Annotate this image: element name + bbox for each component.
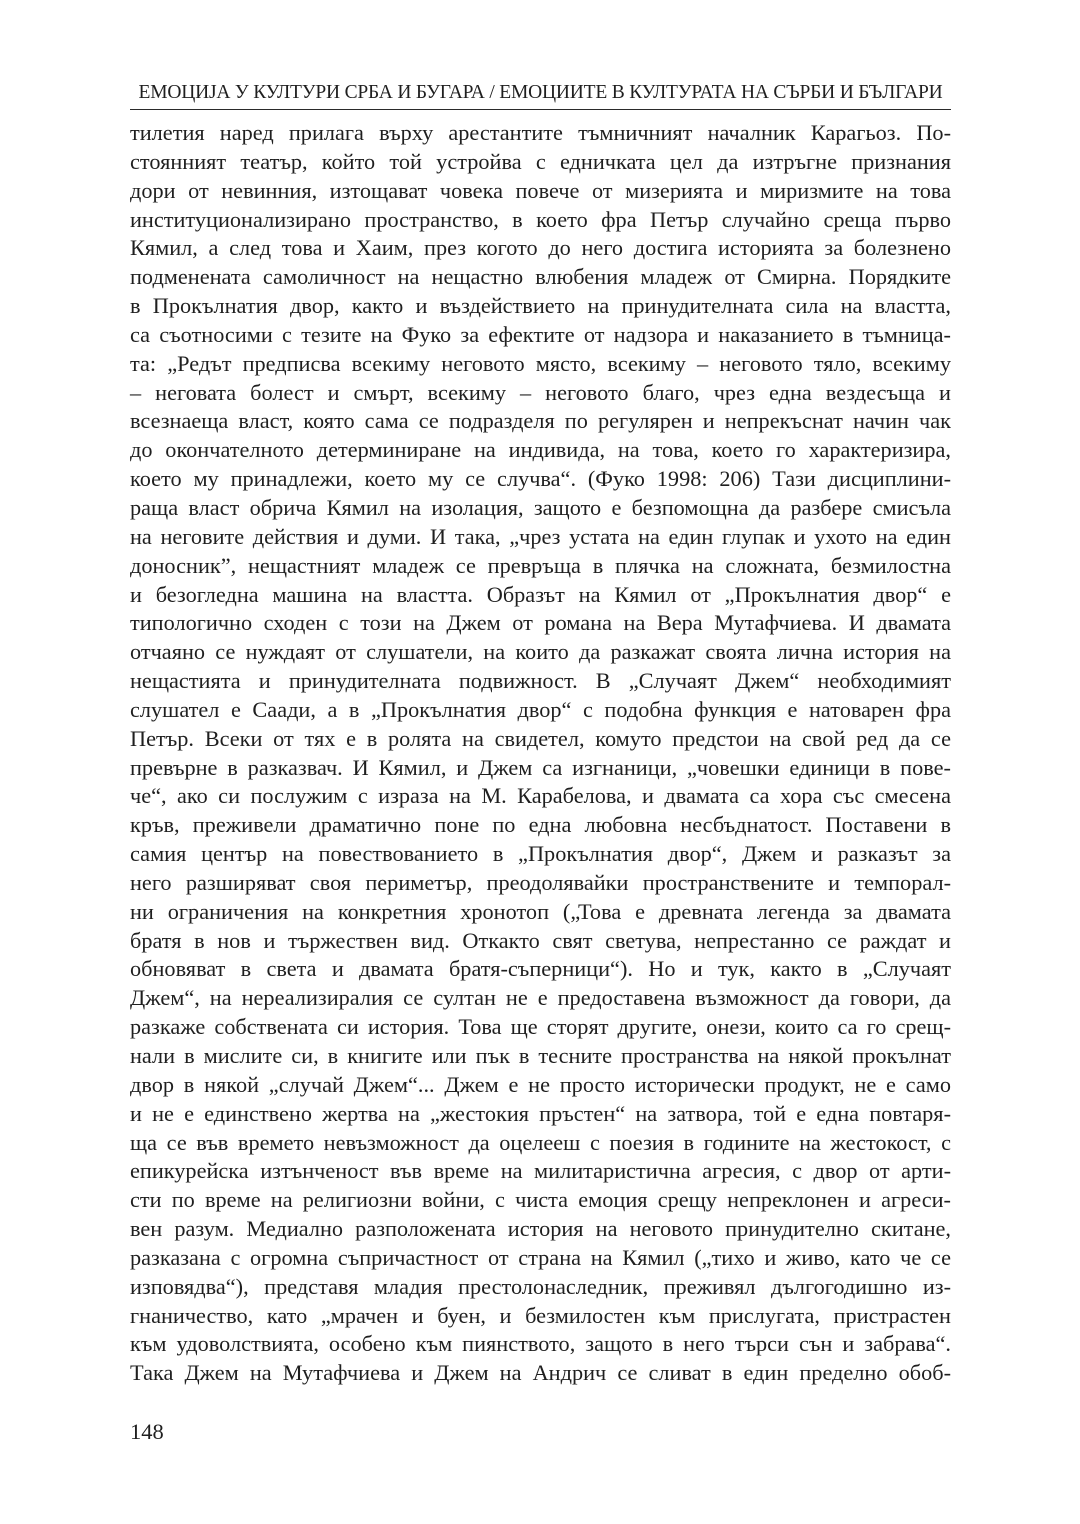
text-line: изповядва“), представя младия престолонаследник, преживял дългогодишно из-	[130, 1273, 951, 1299]
text-line: гнаничество, като „мрачен и буен, и безмилостен към прислугата, пристрастен	[130, 1302, 951, 1328]
text-line: и не е единствено жертва на „жестокия пръстен“ на затвора, той е една повтаря-	[130, 1100, 951, 1126]
text-line: в Прокълнатия двор, както и въздействието на принудителната сила на властта,	[130, 293, 951, 319]
text-line: та: „Редът предписва всекиму неговото място, всекиму – неговото тяло, всекиму	[130, 350, 951, 376]
header-rule	[130, 109, 951, 110]
page-number: 148	[130, 1419, 164, 1444]
text-line: доносник”, нещастният младеж се превръща в плячка на сложната, безмилостна	[130, 552, 951, 578]
text-line: Джем“, на нереализиралия се султан не е предоставена възможност да говори, да	[130, 985, 951, 1011]
text-line: на неговите действия и думи. И така, „чрез устата на един глупак и ухото на един	[130, 523, 951, 549]
text-line: са съотносими с тезите на Фуко за ефектите от надзора и наказанието в тъмница-	[130, 321, 951, 347]
text-line: разказана с огромна съпричастност от страна на Кямил („тихо и живо, като че се	[130, 1244, 951, 1270]
text-line: самия център на повествованието в „Прокълнатия двор“, Джем и разказът за	[130, 841, 951, 867]
text-line: което му принадлежи, което му се случва“. (Фуко 1998: 206) Тази дисциплини-	[130, 466, 951, 492]
text-line: към удоволствията, особено към пиянството, защото в него търси сън и забрава“.	[130, 1331, 951, 1357]
text-line: и безогледна машина на властта. Образът на Кямил от „Прокълнатия двор“ е	[130, 581, 951, 607]
text-line: нещастията и принудителната подвижност. В „Случаят Джем“ необходимият	[130, 668, 951, 694]
text-line: раща власт обрича Кямил на изолация, защото е безпомощна да разбере смисъла	[130, 494, 951, 520]
text-line: обновяват в света и двамата братя-съперници“). Но и тук, както в „Случаят	[130, 956, 951, 982]
text-line: Петър. Всеки от тях е в ролята на свидетел, комуто предстои на свой ред да се	[130, 725, 951, 751]
text-line: всезнаеща власт, която сама се подразделя по регулярен и непрекъснат начин чак	[130, 408, 951, 434]
text-line: разкаже собствената си история. Това ще сторят другите, онези, които са го срещ-	[130, 1014, 951, 1040]
running-header: ЕМОЦИЈА У КУЛТУРИ СРБА И БУГАРА / ЕМОЦИИТЕ В КУЛТУРАТА НА СЪРБИ И БЪЛГАРИ	[138, 82, 943, 103]
text-line: превърне в разказвач. И Кямил, и Джем са изгнаници, „човешки единици в пове-	[130, 754, 951, 780]
body-paragraph	[130, 119, 951, 1388]
text-line: ща се във времето невъзможност да оцелееш с поезия в годините на жестокост, с	[130, 1129, 951, 1155]
text-line: стоянният театър, който той устройва с едничката цел да изтръгне признания	[130, 148, 951, 174]
text-line: типологично сходен с този на Джем от романа на Вера Мутафчиева. И двамата	[130, 610, 951, 636]
text-line: братя в нов и тържествен вид. Откакто свят светува, непрестанно се раждат и	[130, 927, 951, 953]
text-line: нали в мислите си, в книгите или пък в тесните пространства на някой прокълнат	[130, 1043, 951, 1068]
text-line: институционализирано пространство, в което фра Петър случайно среща първо	[130, 206, 951, 232]
text-line: двор в някой „случай Джем“... Джем е не просто исторически продукт, не е само	[130, 1071, 951, 1097]
text-line: сти по време на религиозни войни, с чиста емоция срещу непреклонен и агреси-	[130, 1187, 951, 1213]
text-line: подменената самоличност на нещастно влюбения младеж от Смирна. Порядките	[130, 264, 951, 290]
text-line: Така Джем на Мутафчиева и Джем на Андрич се сливат в един пределно обоб-	[130, 1360, 951, 1386]
text-line: Кямил, а след това и Хаим, през когото до него достига историята за болезнено	[130, 235, 951, 261]
text-line: ни ограничения на конкретния хронотоп („Това е древната легенда за двамата	[130, 898, 951, 924]
text-line: вен разум. Медиално разположената история на неговото принудително скитане,	[130, 1216, 951, 1242]
text-line: – неговата болест и смърт, всекиму – неговото благо, чрез една вездесъща и	[130, 379, 951, 405]
text-line: слушател е Саади, а в „Прокълнатия двор“ с подобна функция е натоварен фра	[130, 696, 951, 722]
text-line: че“, ако си послужим с израза на М. Карабелова, и двамата са хора със смесена	[130, 783, 951, 809]
text-line: кръв, преживели драматично поне по една любовна несбъднатост. Поставени в	[130, 812, 951, 838]
text-line: тилетия наред прилага върху арестантите тъмничният началник Карагьоз. По-	[130, 120, 951, 145]
text-line: него разширяват своя периметър, преодолявайки пространствените и темпорал-	[130, 869, 951, 895]
text-line: дори от невинния, изтощават човека повече от мизерията и миризмите на това	[130, 177, 951, 203]
text-line: епикурейска изтънченост във време на милитаристична агресия, с двор от арти-	[130, 1158, 951, 1184]
text-line: до окончателното детерминиране на индивида, на това, което го характеризира,	[130, 437, 951, 463]
text-line: отчаяно се нуждаят от слушатели, на които да разкажат своята лична история на	[130, 639, 951, 665]
